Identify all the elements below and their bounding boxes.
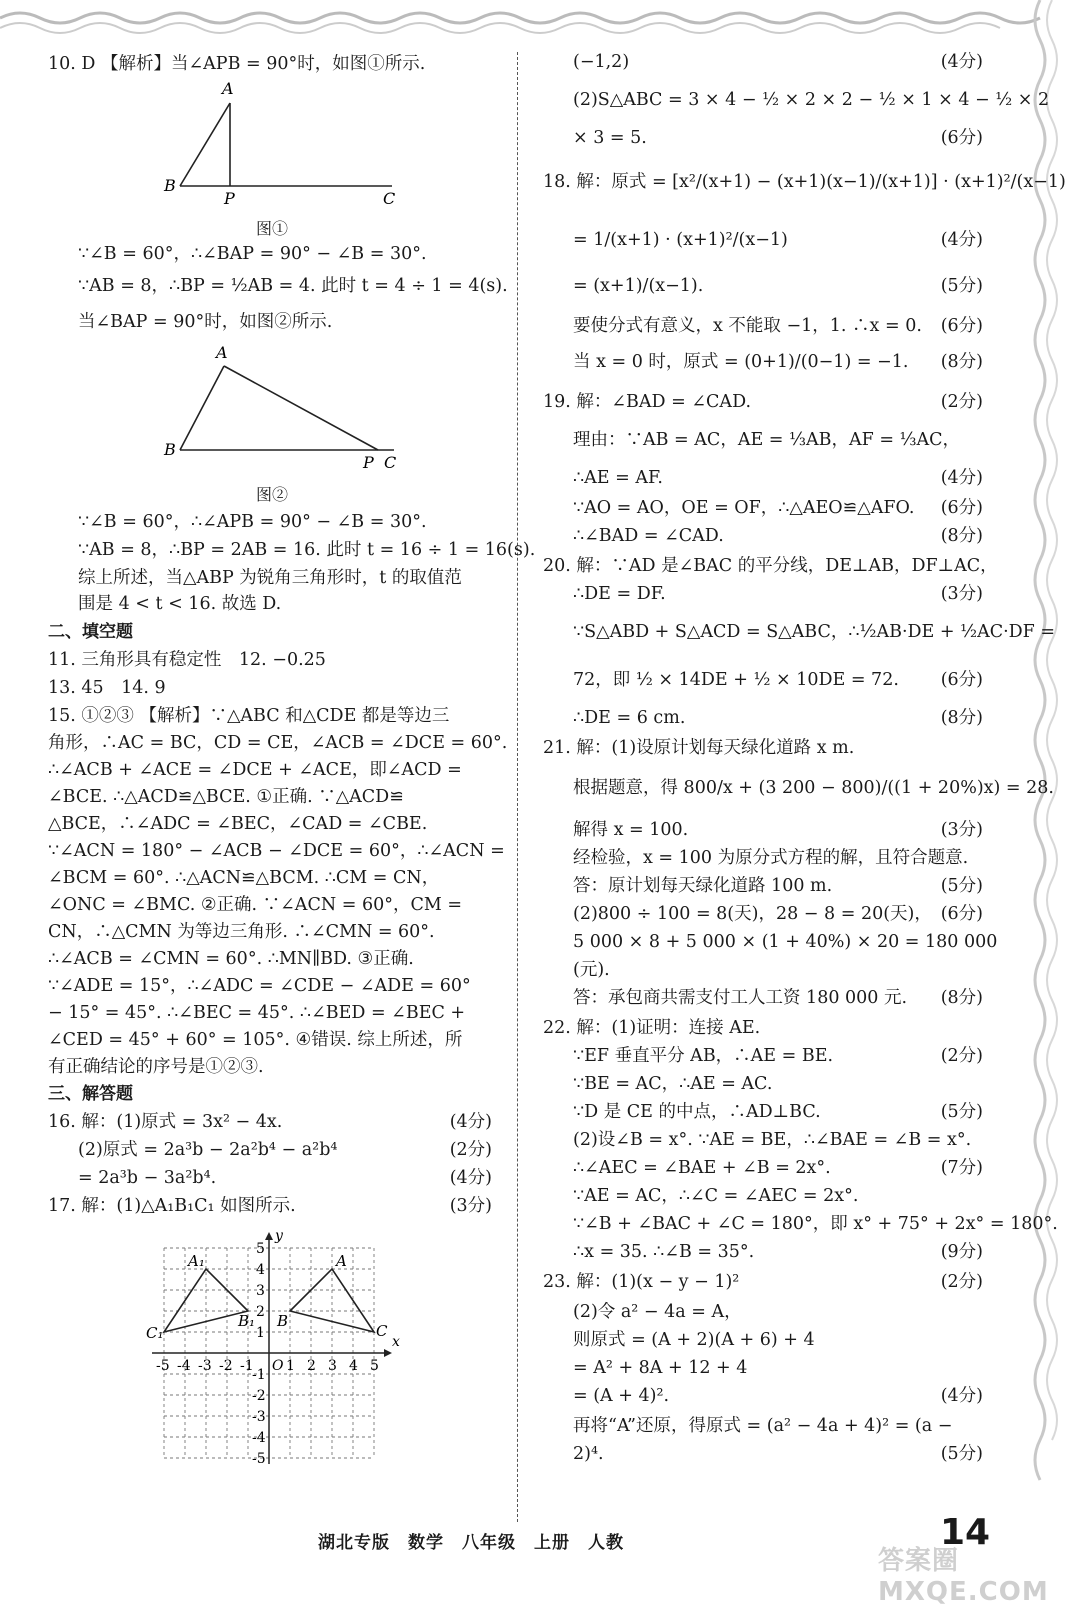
q22-line <box>573 1128 983 1152</box>
q10-line2: ∵∠B = 60°，∴∠BAP = 90° − ∠B = 30°. <box>78 244 427 264</box>
line-text: (2)S△ABC = 3 × 4 − ½ × 2 × 2 − ½ × 1 × 4 − ½ × 2 <box>573 90 1050 110</box>
line-text: (2)800 ÷ 100 = 8(天)，28 − 8 = 20(天)， <box>573 904 932 924</box>
q19-line <box>573 466 983 490</box>
q22-line <box>573 1156 983 1180</box>
q21-line <box>573 874 983 898</box>
y-tick: -4 <box>252 1430 266 1446</box>
y-tick: -3 <box>252 1409 266 1425</box>
figure-2 <box>158 344 418 474</box>
figure-1 <box>158 78 418 208</box>
q20-line <box>573 706 983 730</box>
fig2-label-c: C <box>384 453 397 472</box>
line-text: 当 x = 0 时，原式 = (0+1)/(0−1) = −1. <box>573 352 909 372</box>
line-text: ∴∠BAD = ∠CAD. <box>573 526 724 546</box>
y-tick: -5 <box>252 1451 266 1467</box>
point-b-label: B <box>277 1312 289 1330</box>
origin-label: O <box>272 1358 284 1374</box>
line-text: 20. 解：∵AD 是∠BAC 的平分线，DE⊥AB，DF⊥AC， <box>543 556 998 576</box>
line-text: 答：承包商共需支付工人工资 180 000 元. <box>573 988 908 1008</box>
q17-text: 17. 解：(1)△A₁B₁C₁ 如图所示. <box>48 1196 296 1216</box>
line-text: = (A + 4)². <box>573 1386 670 1406</box>
y-tick: 3 <box>256 1283 265 1299</box>
q15-line: ∠ONC = ∠BMC. ②正确. ∵∠ACN = 60°，CM = <box>48 895 462 915</box>
q22-line <box>573 1184 983 1208</box>
line-text: ∵∠B + ∠BAC + ∠C = 180°，即 x° + 75° + 2x° = 180°. <box>573 1214 1058 1234</box>
q21-line <box>573 776 1054 800</box>
q23-line <box>573 1300 983 1324</box>
q15-line: − 15° = 45°. ∴∠BEC = 45°. ∴∠BED = ∠BEC + <box>48 1003 466 1023</box>
section-fill-blank: 二、填空题 <box>48 622 133 642</box>
y-tick: -2 <box>252 1388 266 1404</box>
right-wave-border <box>1010 0 1070 1600</box>
q22-line <box>543 1016 983 1040</box>
q21-line <box>573 930 998 954</box>
q23-line <box>573 1442 983 1466</box>
line-text: × 3 = 5. <box>573 128 647 148</box>
score: (8分) <box>940 708 983 728</box>
x-tick: 2 <box>307 1358 316 1374</box>
q21-line <box>573 902 983 926</box>
q13-14: 13. 45 14. 9 <box>48 678 166 698</box>
q15-line: ∵∠ACN = 180° − ∠ACB − ∠DCE = 60°，∴∠ACN = <box>48 841 505 861</box>
x-tick: 1 <box>286 1358 295 1374</box>
section-answers: 三、解答题 <box>48 1084 133 1104</box>
q21-line <box>573 818 983 842</box>
line-text: ∵S△ABD + S△ACD = S△ABC，∴½AB·DE + ½AC·DF = <box>573 622 1056 642</box>
score: (5分) <box>940 1102 983 1122</box>
score: (6分) <box>940 498 983 518</box>
q18-line <box>573 350 983 374</box>
line-text: 则原式 = (A + 2)(A + 6) + 4 <box>573 1330 815 1350</box>
line-text: = A² + 8A + 12 + 4 <box>573 1358 748 1378</box>
q16-text: 16. 解：(1)原式 = 3x² − 4x. <box>48 1112 283 1132</box>
fig1-label-a: A <box>222 79 234 98</box>
q18-line <box>543 170 1066 194</box>
q20-line <box>573 582 983 606</box>
line-text: 18. 解：原式 = [x²/(x+1) − (x+1)(x−1)/(x+1)] · (x+1)²/(x−1) <box>543 172 1066 192</box>
q22-line <box>573 1044 983 1068</box>
q18-line <box>573 228 983 252</box>
q23-line <box>573 1356 983 1380</box>
q15-line: 有正确结论的序号是①②③. <box>48 1057 264 1077</box>
line-text: 经检验，x = 100 为原分式方程的解，且符合题意. <box>573 848 969 868</box>
q16-line <box>48 1110 492 1134</box>
line-text: (元). <box>573 960 610 980</box>
score: (6分) <box>940 904 983 924</box>
q16-line <box>78 1138 492 1162</box>
q15-line: ∴∠ACB + ∠ACE = ∠DCE + ∠ACE，即∠ACD = <box>48 760 462 780</box>
q10-line6: ∵AB = 8，∴BP = 2AB = 16. 此时 t = 16 ÷ 1 = 16(s). <box>78 540 536 560</box>
q16-score: (4分) <box>449 1168 492 1188</box>
line-text: 2)⁴. <box>573 1444 604 1464</box>
score: (5分) <box>940 1444 983 1464</box>
line-text: ∴∠AEC = ∠BAE + ∠B = 2x°. <box>573 1158 831 1178</box>
fig2-label-b: B <box>164 440 176 459</box>
x-tick: -5 <box>156 1358 170 1374</box>
q18-line <box>573 274 983 298</box>
q19-line <box>543 390 983 414</box>
y-tick: 5 <box>256 1241 265 1257</box>
column-divider <box>517 52 518 1522</box>
line-text: (−1,2) <box>573 52 630 72</box>
q15-line: ∴∠ACB = ∠CMN = 60°. ∴MN∥BD. ③正确. <box>48 949 414 969</box>
score: (6分) <box>940 670 983 690</box>
q20-line <box>573 668 983 692</box>
page-footer: 湖北专版 数学 八年级 上册 人教 <box>318 1533 624 1553</box>
score: (6分) <box>940 316 983 336</box>
score: (4分) <box>940 1386 983 1406</box>
line-text: ∴DE = 6 cm. <box>573 708 686 728</box>
q17-cont <box>573 50 983 74</box>
q10-line4: 当∠BAP = 90°时，如图②所示. <box>78 312 333 332</box>
q22-line <box>573 1240 983 1264</box>
watermark: 答案圈 MXQE.COM <box>878 1546 1049 1607</box>
y-tick: 2 <box>256 1304 265 1320</box>
score: (3分) <box>940 584 983 604</box>
fig1-caption: 图① <box>256 219 289 238</box>
x-tick: 5 <box>370 1358 379 1374</box>
score: (5分) <box>940 276 983 296</box>
q15-line: △BCE，∴∠ADC = ∠BEC，∠CAD = ∠CBE. <box>48 814 428 834</box>
y-tick: 4 <box>256 1262 265 1278</box>
q21-line <box>573 958 983 982</box>
q18-line <box>573 314 983 338</box>
fig1-label-p: P <box>224 189 235 208</box>
page-number: 14 <box>940 1512 991 1553</box>
line-text: 要使分式有意义，x 不能取 −1，1. ∴x = 0. <box>573 316 922 336</box>
score: (2分) <box>940 1272 983 1292</box>
q10-line7: 综上所述，当△ABP 为锐角三角形时，t 的取值范 <box>78 568 462 588</box>
q10-line8: 围是 4 < t < 16. 故选 D. <box>78 594 282 614</box>
point-a-label: A <box>336 1252 347 1270</box>
q20-line <box>543 554 998 578</box>
fig2-label-p: P <box>363 453 374 472</box>
q17-cont <box>573 126 983 150</box>
line-text: 23. 解：(1)(x − y − 1)² <box>543 1272 740 1292</box>
line-text: ∴x = 35. ∴∠B = 35°. <box>573 1242 755 1262</box>
y-tick: 1 <box>256 1325 265 1341</box>
x-tick: 3 <box>328 1358 337 1374</box>
x-tick: 4 <box>349 1358 358 1374</box>
q10-line1: 10. D 【解析】当∠APB = 90°时，如图①所示. <box>48 54 426 74</box>
line-text: ∵BE = AC，∴AE = AC. <box>573 1074 773 1094</box>
x-tick: -4 <box>177 1358 191 1374</box>
q17-score: (3分) <box>449 1196 492 1216</box>
top-wave-border <box>0 0 1070 44</box>
point-c-label: C <box>376 1322 388 1340</box>
fig2-caption: 图② <box>256 485 289 504</box>
line-text: 根据题意，得 800/x + (3 200 − 800)/((1 + 20%)x) = 28. <box>573 778 1054 798</box>
line-text: 5 000 × 8 + 5 000 × (1 + 40%) × 20 = 180 000 <box>573 932 998 952</box>
y-tick: -1 <box>252 1367 266 1383</box>
x-tick: -2 <box>219 1358 233 1374</box>
line-text: 再将“A”还原，得原式 = (a² − 4a + 4)² = (a − <box>573 1416 953 1436</box>
fig1-label-c: C <box>383 189 396 208</box>
x-tick: -1 <box>240 1358 254 1374</box>
q16-score: (2分) <box>449 1140 492 1160</box>
score: (2分) <box>940 1046 983 1066</box>
point-c1-label: C₁ <box>146 1324 164 1342</box>
line-text: 解得 x = 100. <box>573 820 689 840</box>
point-b1-label: B₁ <box>238 1312 256 1330</box>
q19-line <box>573 496 983 520</box>
score: (7分) <box>940 1158 983 1178</box>
line-text: 理由：∵AB = AC，AE = ⅓AB，AF = ⅓AC， <box>573 430 961 450</box>
score: (8分) <box>940 352 983 372</box>
q15-line: ∵∠ADE = 15°，∴∠ADC = ∠CDE − ∠ADE = 60° <box>48 976 471 996</box>
x-axis-label: x <box>392 1334 400 1350</box>
q11-12: 11. 三角形具有稳定性 12. −0.25 <box>48 650 326 670</box>
q21-line <box>543 736 983 760</box>
q23-line <box>573 1414 983 1438</box>
q16-line <box>78 1166 492 1190</box>
q10-line3: ∵AB = 8，∴BP = ½AB = 4. 此时 t = 4 ÷ 1 = 4(s). <box>78 276 508 296</box>
line-text: (2)令 a² − 4a = A， <box>573 1302 742 1322</box>
y-axis-label: y <box>275 1228 283 1244</box>
score: (4分) <box>940 52 983 72</box>
line-text: ∵D 是 CE 的中点，∴AD⊥BC. <box>573 1102 821 1122</box>
score: (9分) <box>940 1242 983 1262</box>
coordinate-grid <box>48 1226 448 1526</box>
fig2-label-a: A <box>216 344 228 362</box>
line-text: ∵EF 垂直平分 AB，∴AE = BE. <box>573 1046 834 1066</box>
score: (4分) <box>940 230 983 250</box>
line-text: 22. 解：(1)证明：连接 AE. <box>543 1018 761 1038</box>
q19-line <box>573 524 983 548</box>
line-text: ∴AE = AF. <box>573 468 663 488</box>
line-text: 21. 解：(1)设原计划每天绿化道路 x m. <box>543 738 855 758</box>
score: (8分) <box>940 988 983 1008</box>
q17-line <box>48 1194 492 1218</box>
q19-line <box>573 428 983 452</box>
line-text: = 1/(x+1) · (x+1)²/(x−1) <box>573 230 788 250</box>
score: (5分) <box>940 876 983 896</box>
q23-line <box>573 1328 983 1352</box>
score: (3分) <box>940 820 983 840</box>
q23-line <box>573 1384 983 1408</box>
score: (2分) <box>940 392 983 412</box>
line-text: 19. 解：∠BAD = ∠CAD. <box>543 392 752 412</box>
q15-line: ∠BCM = 60°. ∴△ACN≌△BCM. ∴CM = CN， <box>48 868 440 888</box>
line-text: = (x+1)/(x−1). <box>573 276 704 296</box>
q22-line <box>573 1072 983 1096</box>
q17-cont <box>573 88 1050 112</box>
line-text: (2)设∠B = x°. ∵AE = BE，∴∠BAE = ∠B = x°. <box>573 1130 972 1150</box>
score: (8分) <box>940 526 983 546</box>
line-text: ∵AE = AC，∴∠C = ∠AEC = 2x°. <box>573 1186 859 1206</box>
line-text: 72，即 ½ × 14DE + ½ × 10DE = 72. <box>573 670 899 690</box>
point-a1-label: A₁ <box>188 1252 205 1270</box>
q21-line <box>573 986 983 1010</box>
q21-line <box>573 846 983 870</box>
q15-line: 角形，∴AC = BC，CD = CE，∠ACB = ∠DCE = 60°. <box>48 733 508 753</box>
score: (6分) <box>940 128 983 148</box>
x-tick: -3 <box>198 1358 212 1374</box>
q15-line: ∠BCE. ∴△ACD≌△BCE. ①正确. ∵△ACD≌ <box>48 787 404 807</box>
q16-score: (4分) <box>449 1112 492 1132</box>
q15-line: CN，∴△CMN 为等边三角形. ∴∠CMN = 60°. <box>48 922 435 942</box>
q22-line <box>573 1212 1058 1236</box>
q15-line: ∠CED = 45° + 60° = 105°. ④错误. 综上所述，所 <box>48 1030 463 1050</box>
line-text: 答：原计划每天绿化道路 100 m. <box>573 876 833 896</box>
q16-text: = 2a³b − 3a²b⁴. <box>78 1168 217 1188</box>
q22-line <box>573 1100 983 1124</box>
line-text: ∴DE = DF. <box>573 584 666 604</box>
q23-line <box>543 1270 983 1294</box>
line-text: ∵AO = AO，OE = OF，∴△AEO≌△AFO. <box>573 498 915 518</box>
score: (4分) <box>940 468 983 488</box>
q20-line <box>573 620 1056 644</box>
q10-line5: ∵∠B = 60°，∴∠APB = 90° − ∠B = 30°. <box>78 512 427 532</box>
fig1-label-b: B <box>164 176 176 195</box>
q15-line: 15. ①②③ 【解析】∵△ABC 和△CDE 都是等边三 <box>48 706 450 726</box>
q16-text: (2)原式 = 2a³b − 2a²b⁴ − a²b⁴ <box>78 1140 338 1160</box>
